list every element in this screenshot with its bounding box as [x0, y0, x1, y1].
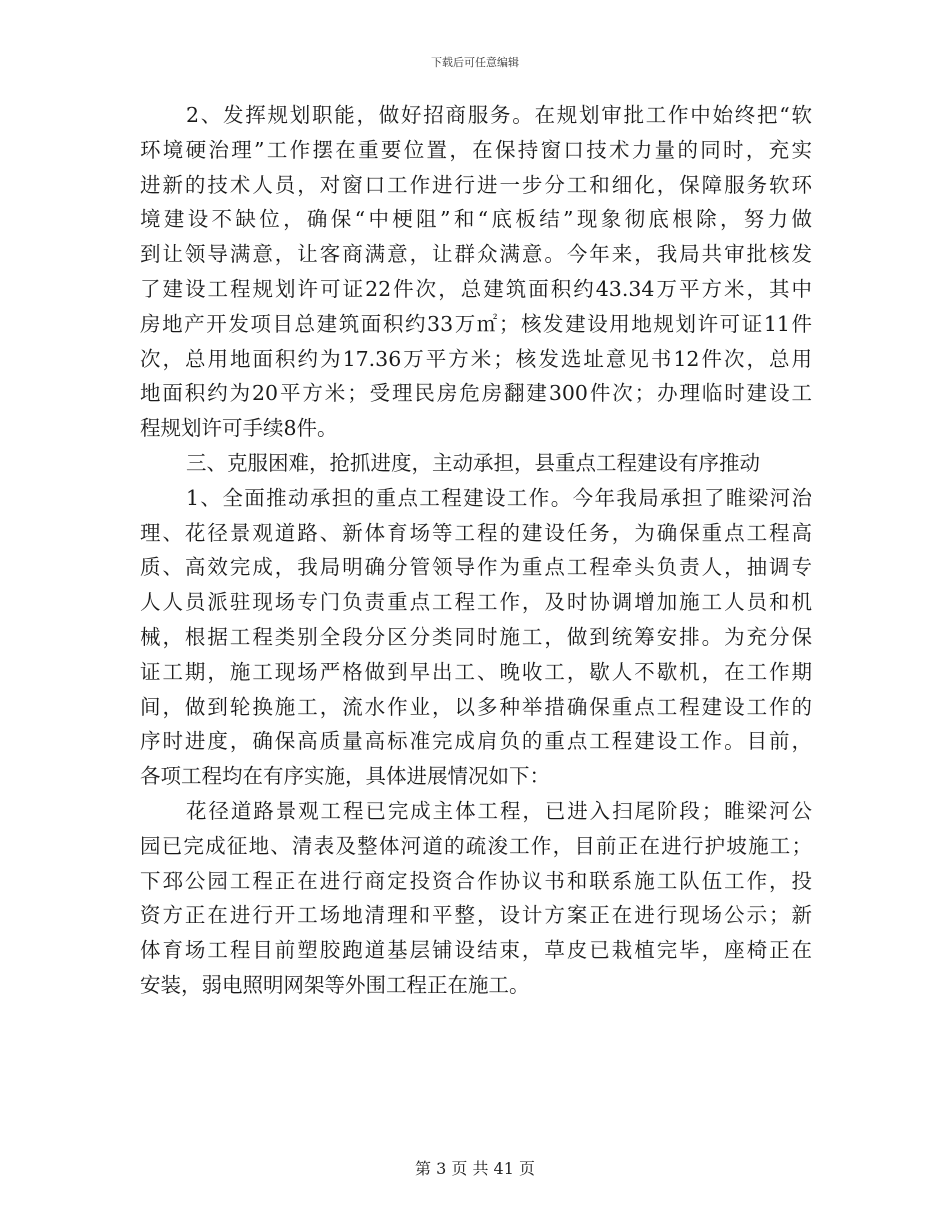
- paragraph-line: 到让领导满意，让客商满意，让群众满意。今年来，我局共审批核发: [140, 242, 812, 267]
- paragraph-line: 次，总用地面积约为17.36万平方米；核发选址意见书12件次，总用: [140, 346, 812, 371]
- paragraph-line: 各项工程均在有序实施，具体进展情况如下：: [140, 764, 550, 789]
- paragraph-line: 资方正在进行开工场地清理和平整，设计方案正在进行现场公示；新: [140, 903, 812, 928]
- paragraph-line: 体育场工程目前塑胶跑道基层铺设结束，草皮已栽植完毕，座椅正在: [140, 938, 812, 963]
- paragraph-line: 园已完成征地、清表及整体河道的疏浚工作，目前正在进行护坡施工；: [140, 833, 812, 858]
- paragraph-line: 序时进度，确保高质量高标准完成肩负的重点工程建设工作。目前，: [140, 729, 812, 754]
- paragraph-line: 安装，弱电照明网架等外围工程正在施工。: [140, 972, 530, 997]
- paragraph-line: 境建设不缺位，确保“中梗阻”和“底板结”现象彻底根除，努力做: [140, 207, 812, 232]
- paragraph-line: 间，做到轮换施工，流水作业，以多种举措确保重点工程建设工作的: [140, 694, 812, 719]
- paragraph-line: 下邳公园工程正在进行商定投资合作协议书和联系施工队伍工作，投: [140, 868, 812, 893]
- paragraph-line: 2、发挥规划职能，做好招商服务。在规划审批工作中始终把“软: [186, 103, 812, 127]
- paragraph-line: 人人员派驻现场专门负责重点工程工作，及时协调增加施工人员和机: [140, 590, 812, 615]
- paragraph: [140, 794, 812, 1003]
- paragraph-line: 进新的技术人员，对窗口工作进行进一步分工和细化，保障服务软环: [140, 172, 812, 197]
- paragraph-line: 理、花径景观道路、新体育场等工程的建设任务，为确保重点工程高: [140, 520, 812, 545]
- paragraph-line: 质、高效完成，我局明确分管领导作为重点工程牵头负责人，抽调专: [140, 555, 812, 580]
- paragraph-line: 三、克服困难，抢抓进度，主动承担，县重点工程建设有序推动: [186, 450, 760, 475]
- paragraph-line: 1、全面推动承担的重点工程建设工作。今年我局承担了睢梁河治: [186, 485, 812, 510]
- document-body: [140, 98, 812, 1003]
- paragraph-line: 房地产开发项目总建筑面积约33万㎡；核发建设用地规划许可证11件: [140, 311, 812, 336]
- paragraph-line: 证工期，施工现场严格做到早出工、晚收工，歇人不歇机，在工作期: [140, 659, 812, 684]
- paragraph-line: 环境硬治理”工作摆在重要位置，在保持窗口技术力量的同时，充实: [140, 137, 812, 162]
- paragraph-line: 花径道路景观工程已完成主体工程，已进入扫尾阶段；睢梁河公: [186, 798, 812, 823]
- paragraph-line: 地面积约为20平方米；受理民房危房翻建300件次；办理临时建设工: [140, 381, 812, 406]
- paragraph: [140, 481, 812, 794]
- paragraph-line: 程规划许可手续8件。: [140, 416, 338, 441]
- paragraph-line: 械，根据工程类别全段分区分类同时施工，做到统筹安排。为充分保: [140, 624, 812, 649]
- paragraph: [140, 446, 812, 481]
- page-header-note: 下载后可任意编辑: [431, 56, 519, 69]
- paragraph-line: 了建设工程规划许可证22件次，总建筑面积约43.34万平方米，其中: [140, 276, 812, 301]
- paragraph: [140, 98, 812, 446]
- page-number-footer: 第 3 页 共 41 页: [415, 1159, 535, 1178]
